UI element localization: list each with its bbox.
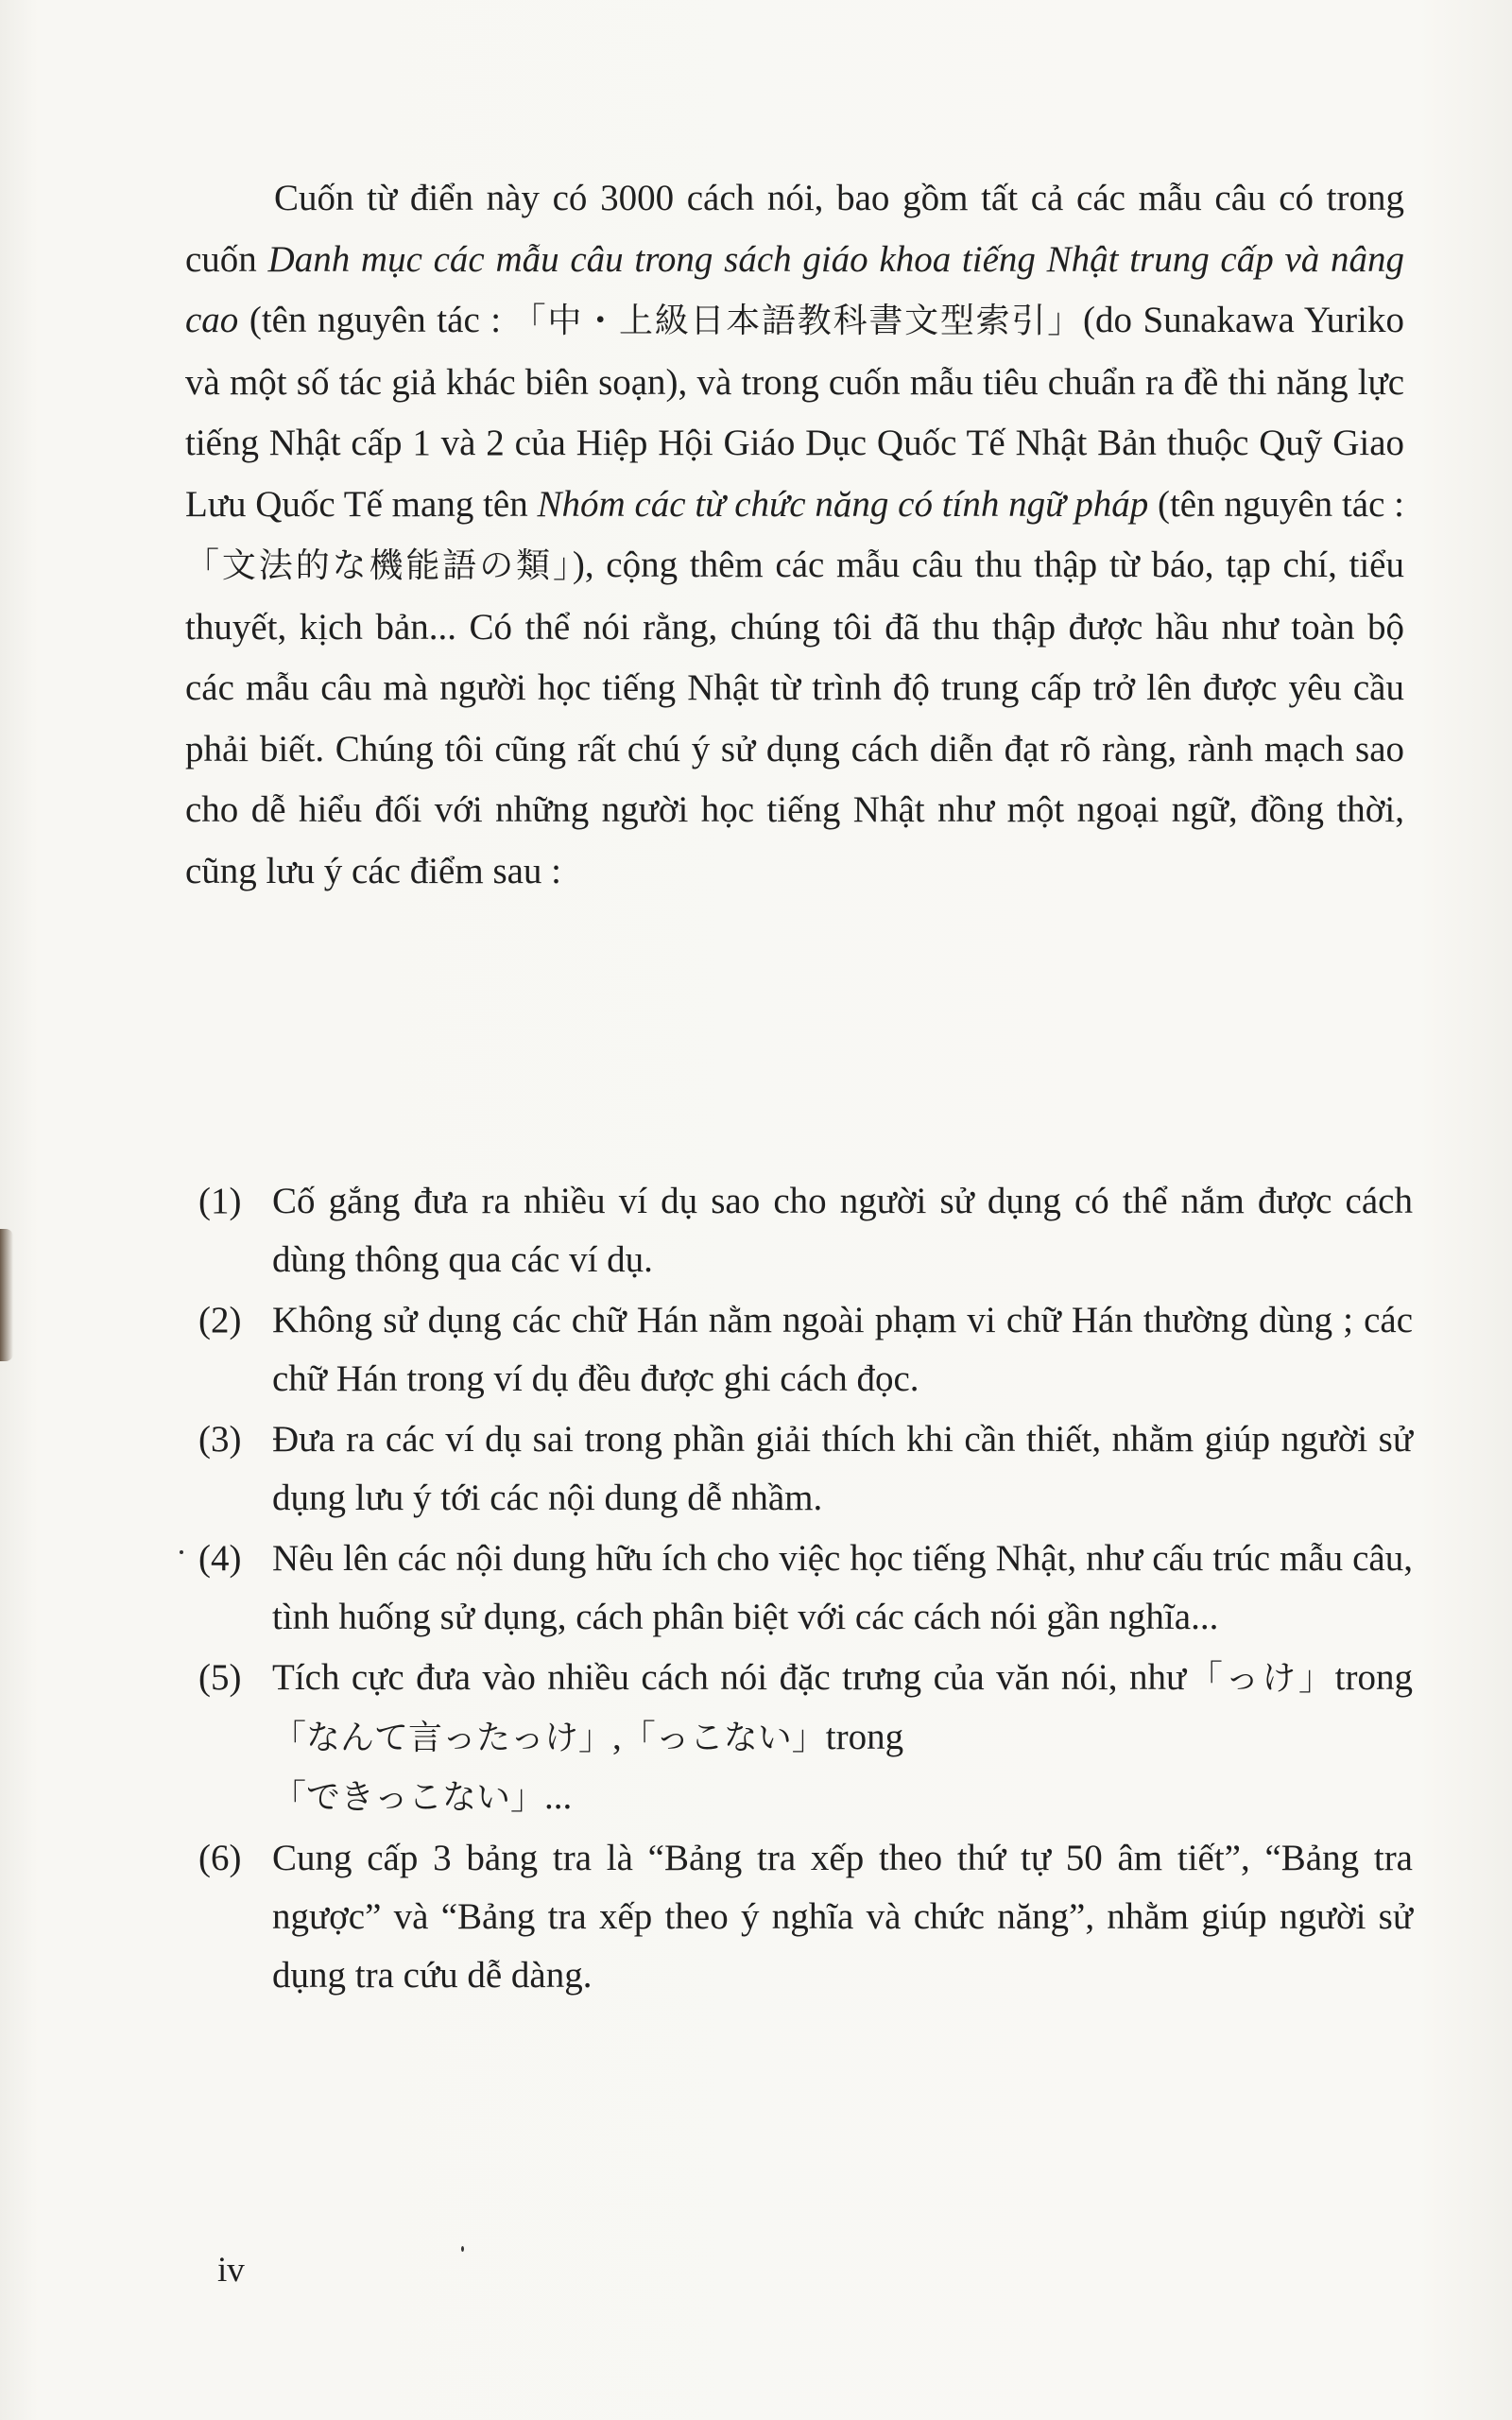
japanese-example-b: 「なんて言ったっけ」 bbox=[272, 1719, 613, 1757]
item5-text-a: Tích cực đưa vào nhiều cách nói đặc trưng của văn nói, như bbox=[272, 1657, 1187, 1698]
book-title-1: Danh mục các mẫu câu trong sách giáo khoa tiếng Nhật trung cấp và nâng cao bbox=[185, 238, 1404, 340]
intro-text-1: Cuốn từ điển này có 3000 cách nói, bao gồm tất cả các mẫu câu có trong cuốn bbox=[185, 178, 1404, 280]
paper-speck bbox=[461, 2246, 464, 2252]
binding-shadow bbox=[0, 1229, 13, 1361]
intro-text-4: (tên nguyên tác : bbox=[1148, 483, 1405, 525]
list-item bbox=[198, 1291, 1413, 1409]
intro-paragraph bbox=[185, 168, 1404, 902]
list-item-text: Đưa ra các ví dụ sai trong phần giải thích khi cần thiết, nhằm giúp người sử dụng lưu ý tới các nội dung dễ nhầm. bbox=[272, 1419, 1413, 1518]
list-item-text bbox=[272, 1649, 1413, 1827]
list-item-number: (1) bbox=[198, 1181, 242, 1221]
japanese-title-1: 「中・上級日本語教科書文型索引」 bbox=[511, 302, 1083, 340]
list-item-text: Cố gắng đưa ra nhiều ví dụ sao cho người sử dụng có thể nắm được cách dùng thông qua các ví dụ. bbox=[272, 1181, 1413, 1280]
intro-text-2: (tên nguyên tác : bbox=[238, 300, 512, 340]
page-number: iv bbox=[217, 2251, 245, 2290]
list-item-text: Không sử dụng các chữ Hán nằm ngoài phạm vi chữ Hán thường dùng ; các chữ Hán trong ví dụ đều được ghi cách đọc. bbox=[272, 1300, 1413, 1399]
list-item bbox=[198, 1829, 1413, 2005]
japanese-example-c: 「っこない」 bbox=[621, 1719, 826, 1757]
japanese-example-a: 「っけ」 bbox=[1186, 1659, 1335, 1698]
item5-text-b: trong bbox=[1334, 1657, 1413, 1698]
list-item bbox=[198, 1530, 1413, 1647]
list-item-number: (2) bbox=[198, 1300, 242, 1340]
intro-text-5: ), cộng thêm các mẫu câu thu thập từ báo, tạp chí, tiểu thuyết, kịch bản... Có thể nói rằng, chúng tôi đã thu thập được hầu như toàn bộ các mẫu câu mà người học tiếng Nhật từ trình độ trung cấp trở lên được yêu cầu phải biết. Chúng tôi cũng rất chú ý sử dụng cách diễn đạt rõ ràng, rành mạch sao cho dễ hiểu đối với những người học tiếng Nhật như một ngoại ngữ, đồng thời, cũng lưu ý các điểm sau : bbox=[185, 544, 1404, 891]
item5-text-d: trong bbox=[825, 1717, 904, 1757]
item5-text-e: ... bbox=[544, 1776, 573, 1817]
japanese-title-2: 「文法的な機能語の類」 bbox=[185, 546, 573, 585]
list-item-number: (6) bbox=[198, 1838, 242, 1878]
japanese-example-d: 「できっこない」 bbox=[272, 1778, 545, 1817]
intro-block bbox=[185, 168, 1404, 902]
item5-text-c: , bbox=[612, 1717, 622, 1757]
list-item-number: (3) bbox=[198, 1419, 242, 1460]
book-title-2: Nhóm các từ chức năng có tính ngữ pháp bbox=[537, 483, 1149, 525]
list-item-number: (4) bbox=[198, 1538, 242, 1579]
list-item-text: Cung cấp 3 bảng tra là “Bảng tra xếp theo thứ tự 50 âm tiết”, “Bảng tra ngược” và “Bảng tra xếp theo ý nghĩa và chức năng”, nhằm giúp người sử dụng tra cứu dễ dàng. bbox=[272, 1838, 1413, 1996]
paper-speck bbox=[180, 1550, 183, 1554]
list-item-text: Nêu lên các nội dung hữu ích cho việc học tiếng Nhật, như cấu trúc mẫu câu, tình huống sử dụng, cách phân biệt với các cách nói gần nghĩa... bbox=[272, 1538, 1413, 1637]
intro-text-3: (do Sunakawa Yuriko và một số tác giả khác biên soạn), và trong cuốn mẫu tiêu chuẩn ra đề thi năng lực tiếng Nhật cấp 1 và 2 của Hiệp Hội Giáo Dục Quốc Tế Nhật Bản thuộc Quỹ Giao Lưu Quốc Tế mang tên bbox=[185, 300, 1404, 525]
list-item bbox=[198, 1649, 1413, 1827]
list-item bbox=[198, 1410, 1413, 1528]
list-item bbox=[198, 1172, 1413, 1289]
feature-list bbox=[198, 1172, 1413, 2005]
list-item-number: (5) bbox=[198, 1657, 242, 1698]
